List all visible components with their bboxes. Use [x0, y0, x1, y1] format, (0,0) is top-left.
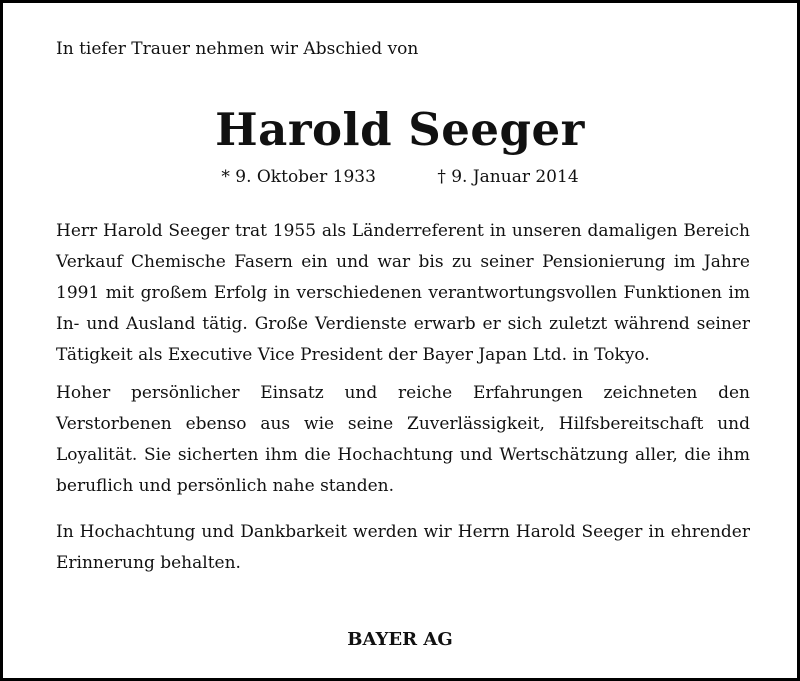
- notice-body: [56, 216, 750, 579]
- signature-company: BAYER AG: [347, 629, 453, 650]
- birth-date: * 9. Oktober 1933: [221, 167, 376, 187]
- paragraph-character: Hoher persönlicher Einsatz und reiche Erfahrungen zeichneten den Verstorbenen ebenso aus wie seine Zuverlässigkeit, Hilfsbereitschaft und Loyalität. Sie sicherten ihm die Hochachtung und Wertschätzung aller, die ihm beruflich und persönlich nahe standen.: [56, 383, 750, 496]
- deceased-name: Harold Seeger: [215, 103, 585, 156]
- paragraph-career: Herr Harold Seeger trat 1955 als Länderreferent in unseren damaligen Bereich Verkauf Chemische Fasern ein und war bis zu seiner Pensionierung im Jahre 1991 mit großem Erfolg in verschiedenen verantwortungsvollen Funktionen im In- und Ausland tätig. Große Verdienste erwarb er sich zuletzt während seiner Tätigkeit als Executive Vice President der Bayer Japan Ltd. in Tokyo.: [56, 221, 750, 365]
- paragraph-remembrance: In Hochachtung und Dankbarkeit werden wir Herrn Harold Seeger in ehrender Erinnerung behalten.: [56, 522, 750, 573]
- intro-line: In tiefer Trauer nehmen wir Abschied von: [56, 39, 419, 59]
- death-date: † 9. Januar 2014: [437, 167, 579, 187]
- life-dates: [3, 164, 797, 190]
